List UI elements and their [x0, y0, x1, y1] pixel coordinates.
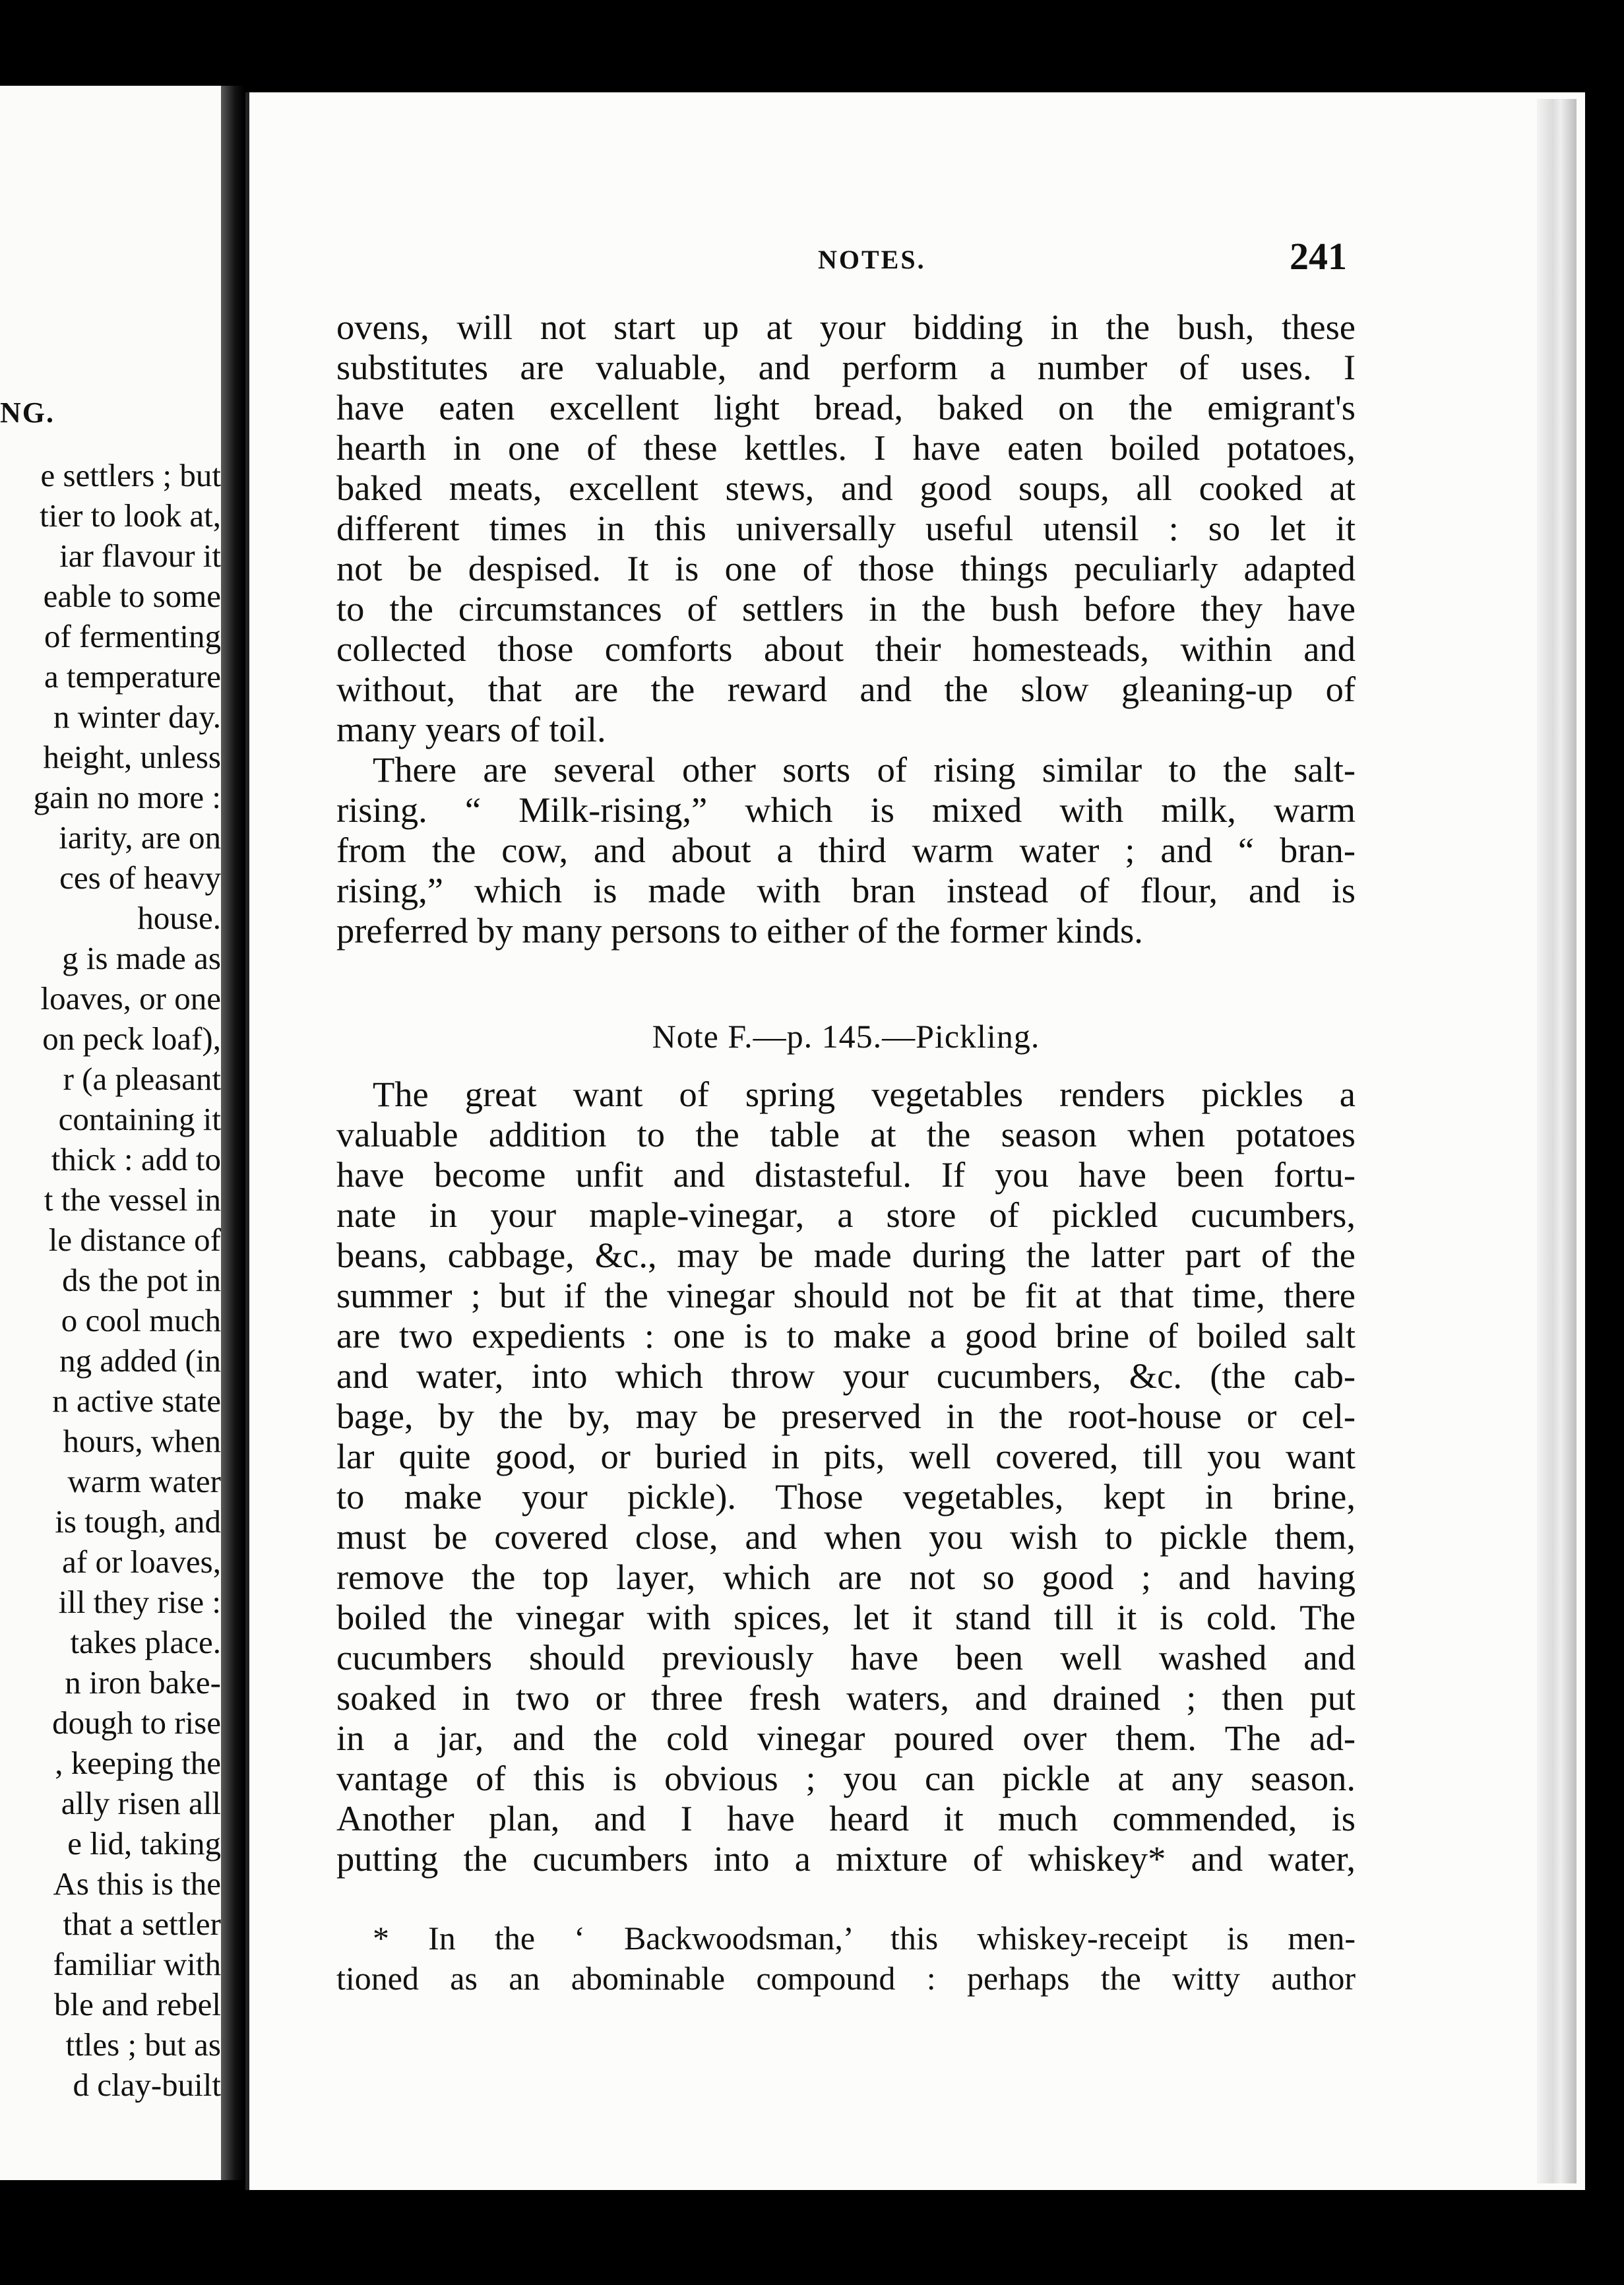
left-text-line: r (a pleasant — [63, 1061, 221, 1097]
running-head: NOTES. — [818, 245, 926, 274]
text-line: putting the cucumbers into a mixture of whiskey* and water, — [336, 1838, 1356, 1879]
text-line: many years of toil. — [336, 709, 606, 749]
left-text-line: house. — [137, 900, 221, 936]
text-line: rising,” which is made with bran instead of flour, and is — [336, 870, 1356, 910]
left-text-line: is tough, and — [55, 1503, 221, 1540]
text-line: nate in your maple-vinegar, a store of pickled cucumbers, — [336, 1195, 1356, 1235]
left-text-line: ng added (in — [59, 1342, 221, 1379]
left-text-line: familiar with — [53, 1946, 221, 1982]
left-text-line: ds the pot in — [62, 1262, 221, 1298]
left-text-line: hours, when — [63, 1423, 221, 1459]
text-line: The great want of spring vegetables renders pickles a — [373, 1074, 1356, 1114]
main-text — [336, 307, 1356, 1999]
left-text-line: containing it — [58, 1101, 221, 1137]
text-line: collected those comforts about their homesteads, within and — [336, 629, 1356, 669]
text-line: to make your pickle). Those vegetables, kept in brine, — [336, 1476, 1356, 1517]
text-line: valuable addition to the table at the season when potatoes — [336, 1114, 1356, 1154]
left-text-line: ill they rise : — [58, 1584, 221, 1620]
left-text-line: eable to some — [43, 578, 221, 614]
left-text-line: height, unless — [43, 739, 221, 775]
text-line: Another plan, and I have heard it much commended, is — [336, 1798, 1356, 1838]
left-page-header: NG. — [0, 396, 55, 429]
paragraph-rising — [336, 749, 1356, 951]
text-line: not be despised. It is one of those things peculiarly adapted — [336, 548, 1356, 588]
text-line: substitutes are valuable, and perform a number of uses. I — [336, 347, 1356, 387]
text-line: vantage of this is obvious ; you can pickle at any season. — [336, 1758, 1356, 1798]
text-line: from the cow, and about a third warm water ; and “ bran- — [336, 830, 1356, 870]
left-text-line: a temperature — [44, 658, 221, 695]
left-text-line: ble and rebel — [53, 1986, 221, 2022]
left-text-line: n iron bake- — [65, 1664, 221, 1701]
text-line: rising. “ Milk-rising,” which is mixed with milk, warm — [336, 790, 1356, 830]
left-text-line: ttles ; but as — [65, 2026, 221, 2063]
text-line: tioned as an abominable compound : perhaps the witty author — [336, 1960, 1356, 1997]
left-text-line: t the vessel in — [44, 1181, 221, 1218]
left-text-line: n active state — [52, 1383, 221, 1419]
text-line: There are several other sorts of rising similar to the salt- — [373, 749, 1356, 790]
left-text-line: on peck loaf), — [42, 1020, 221, 1057]
left-text-line: that a settler — [63, 1906, 221, 1942]
text-line: lar quite good, or buried in pits, well covered, till you want — [336, 1436, 1356, 1476]
left-text-line: dough to rise — [52, 1705, 221, 1741]
left-text-line: g is made as — [62, 940, 221, 976]
left-text-line: iarity, are on — [59, 819, 221, 856]
left-text-line: warm water — [67, 1463, 221, 1499]
text-line: preferred by many persons to either of the former kinds. — [336, 910, 1143, 951]
left-text-line: af or loaves, — [62, 1544, 221, 1580]
book-gutter — [221, 86, 245, 2180]
text-line: have become unfit and distasteful. If you have been fortu- — [336, 1154, 1356, 1195]
left-text-line: As this is the — [53, 1865, 221, 1902]
left-text-line: d clay-built — [73, 2067, 221, 2103]
left-text-line: loaves, or one — [40, 980, 221, 1017]
text-line: bage, by the by, may be preserved in the root-house or cel- — [336, 1396, 1356, 1436]
page-edge — [1537, 99, 1577, 2183]
text-line: without, that are the reward and the slow gleaning-up of — [336, 669, 1356, 709]
left-text-line: ces of heavy — [59, 860, 221, 896]
text-line: to the circumstances of settlers in the bush before they have — [336, 588, 1356, 629]
text-line: beans, cabbage, &c., may be made during the latter part of the — [336, 1235, 1356, 1275]
text-line: boiled the vinegar with spices, let it stand till it is cold. The — [336, 1597, 1356, 1637]
footnote — [336, 1918, 1356, 1999]
text-line: summer ; but if the vinegar should not be fit at that time, there — [336, 1275, 1356, 1315]
text-line: have eaten excellent light bread, baked on the emigrant's — [336, 387, 1356, 427]
left-text-line: ally risen all — [61, 1785, 221, 1821]
text-line: soaked in two or three fresh waters, and drained ; then put — [336, 1677, 1356, 1718]
text-line: are two expedients : one is to make a good brine of boiled salt — [336, 1315, 1356, 1356]
text-line: in a jar, and the cold vinegar poured over them. The ad- — [336, 1718, 1356, 1758]
text-line: different times in this universally useful utensil : so let it — [336, 508, 1356, 548]
left-text-line: thick : add to — [51, 1141, 221, 1177]
text-line: must be covered close, and when you wish to pickle them, — [336, 1517, 1356, 1557]
left-page — [0, 86, 221, 2180]
left-text-line: le distance of — [48, 1222, 221, 1258]
text-line: * In the ‘ Backwoodsman,’ this whiskey-receipt is men- — [373, 1920, 1356, 1956]
text-line: hearth in one of these kettles. I have eaten boiled potatoes, — [336, 427, 1356, 468]
section-heading: Note F.—p. 145.—Pickling. — [652, 1018, 1040, 1055]
text-line: cucumbers should previously have been well washed and — [336, 1637, 1356, 1677]
left-text-line: gain no more : — [33, 779, 221, 815]
text-line: remove the top layer, which are not so good ; and having — [336, 1557, 1356, 1597]
left-text-line: e lid, taking — [67, 1825, 221, 1862]
left-text-line: takes place. — [70, 1624, 221, 1660]
page-number: 241 — [1290, 235, 1347, 278]
left-text-line: of fermenting — [44, 618, 221, 654]
paragraph-pickling — [336, 1074, 1356, 1879]
left-text-line: o cool much — [61, 1302, 221, 1338]
text-line: baked meats, excellent stews, and good soups, all cooked at — [336, 468, 1356, 508]
left-text-line: n winter day. — [53, 699, 221, 735]
left-page-text — [0, 455, 221, 2105]
left-text-line: , keeping the — [55, 1745, 221, 1781]
left-text-line: tier to look at, — [40, 497, 221, 534]
left-text-line: iar flavour it — [59, 538, 221, 574]
paragraph-ovens — [336, 307, 1356, 749]
left-text-line: e settlers ; but — [40, 457, 221, 493]
text-line: and water, into which throw your cucumbers, &c. (the cab- — [336, 1356, 1356, 1396]
text-line: ovens, will not start up at your bidding in the bush, these — [336, 307, 1356, 347]
